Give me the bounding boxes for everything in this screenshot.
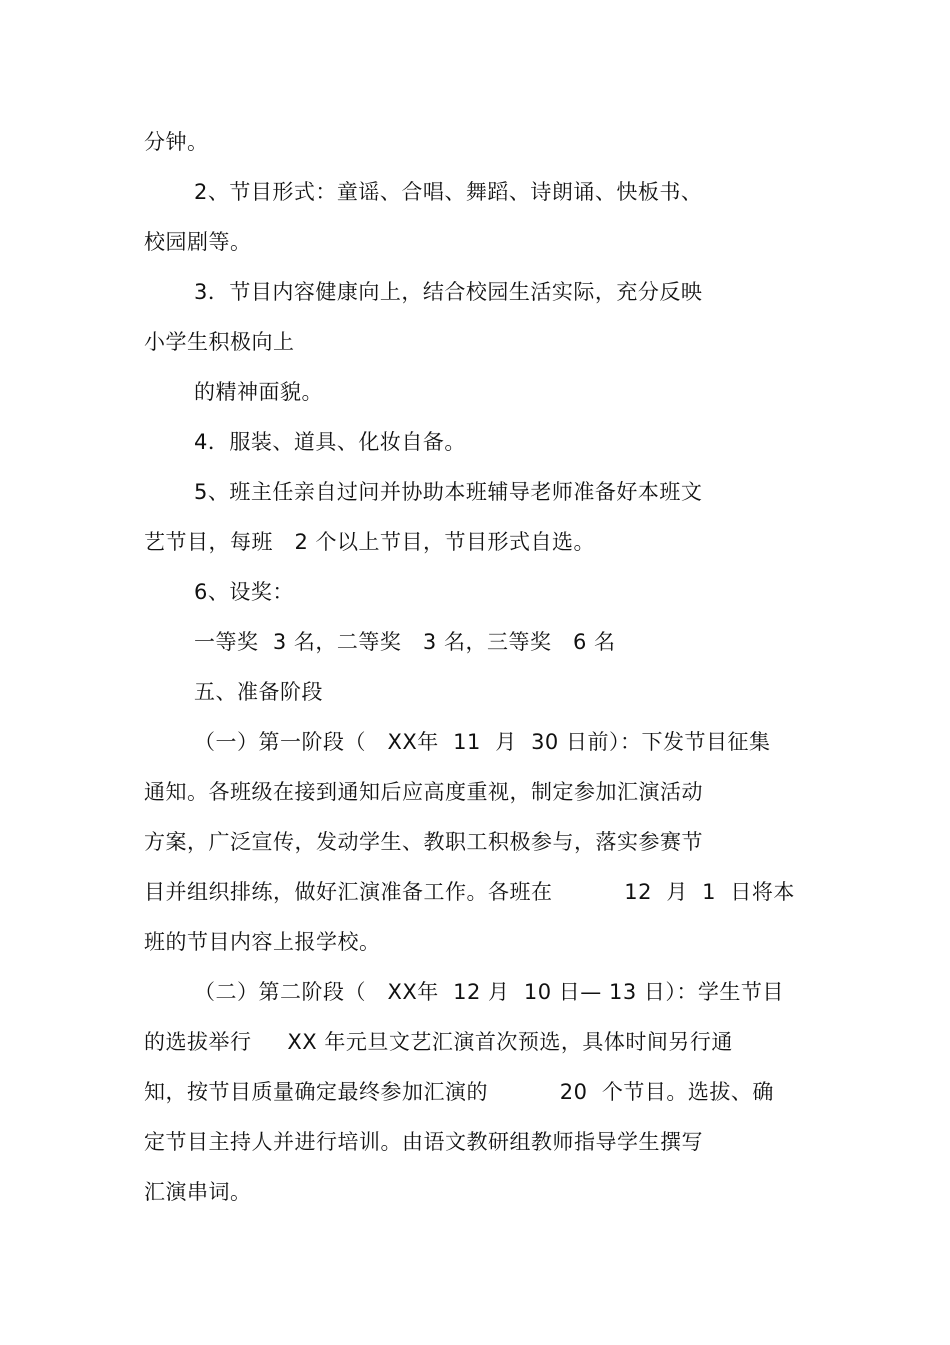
text-line-3: 校园剧等。: [144, 230, 252, 254]
text-line-13: （一）第一阶段（ XX年 11 月 30 日前）：下发节目征集: [194, 730, 771, 754]
text-line-4: 3．节目内容健康向上，结合校园生活实际，充分反映: [194, 280, 703, 304]
text-line-20: 知，按节目质量确定最终参加汇演的 20 个节目。选拔、确: [144, 1080, 774, 1104]
text-line-16: 目并组织排练，做好汇演准备工作。各班在 12 月 1 日将本: [144, 880, 795, 904]
text-line-12: 五、准备阶段: [194, 680, 323, 704]
text-line-10: 6、设奖：: [194, 580, 294, 604]
text-line-1: 分钟。: [144, 130, 209, 154]
text-line-15: 方案，广泛宣传，发动学生、教职工积极参与，落实参赛节: [144, 830, 703, 854]
text-line-2: 2、节目形式：童谣、合唱、舞蹈、诗朗诵、快板书、: [194, 180, 703, 204]
text-line-18: （二）第二阶段（ XX年 12 月 10 日— 13 日）：学生节目: [194, 980, 784, 1004]
text-line-8: 5、班主任亲自过问并协助本班辅导老师准备好本班文: [194, 480, 703, 504]
text-line-6: 的精神面貌。: [194, 380, 323, 404]
text-line-7: 4．服装、道具、化妆自备。: [194, 430, 466, 454]
text-line-17: 班的节目内容上报学校。: [144, 930, 381, 954]
text-line-14: 通知。各班级在接到通知后应高度重视，制定参加汇演活动: [144, 780, 703, 804]
text-line-19: 的选拔举行 XX 年元旦文艺汇演首次预选，具体时间另行通: [144, 1030, 733, 1054]
text-line-22: 汇演串词。: [144, 1180, 252, 1204]
text-line-21: 定节目主持人并进行培训。由语文教研组教师指导学生撰写: [144, 1130, 703, 1154]
text-line-5: 小学生积极向上: [144, 330, 295, 354]
text-line-11: 一等奖 3 名，二等奖 3 名，三等奖 6 名: [194, 630, 616, 654]
text-line-9: 艺节目，每班 2 个以上节目，节目形式自选。: [144, 530, 596, 554]
